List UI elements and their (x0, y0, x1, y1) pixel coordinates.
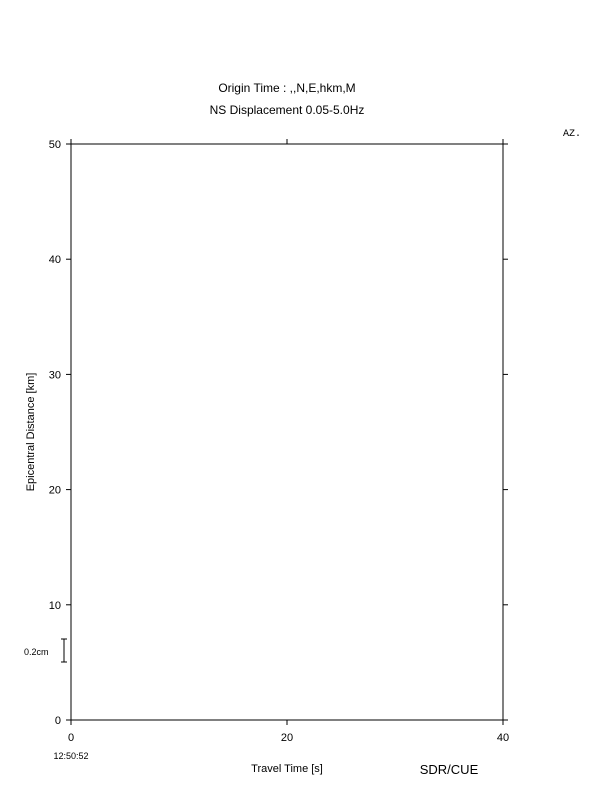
y-axis-label: Epicentral Distance [km] (25, 372, 37, 492)
x-tick-label: 20 (280, 732, 294, 744)
x-tick-label: 0 (67, 732, 75, 744)
x-axis-label: Travel Time [s] (251, 763, 323, 775)
chart-subtitle: NS Displacement 0.05-5.0Hz (209, 103, 365, 117)
y-tick-label: 0 (54, 715, 61, 727)
y-tick-label: 40 (48, 254, 61, 267)
plot-frame (71, 144, 503, 720)
axis-tick-labels (49, 139, 509, 744)
y-tick-label: 10 (48, 599, 61, 612)
x-tick-label: 40 (496, 732, 510, 744)
y-tick-label: 30 (48, 369, 61, 382)
azimuth-label: AZ. (563, 129, 582, 140)
y-tick-label: 50 (48, 139, 61, 151)
chart-title: Origin Time : ,,N,E,hkm,M (218, 81, 356, 95)
start-time-label: 12:50:52 (53, 751, 89, 761)
axis-ticks (66, 139, 508, 725)
amplitude-scale-bar (61, 639, 67, 662)
y-tick-label: 20 (48, 484, 61, 497)
station-label: SDR/CUE (419, 762, 479, 777)
scale-label: 0.2cm (24, 647, 49, 657)
